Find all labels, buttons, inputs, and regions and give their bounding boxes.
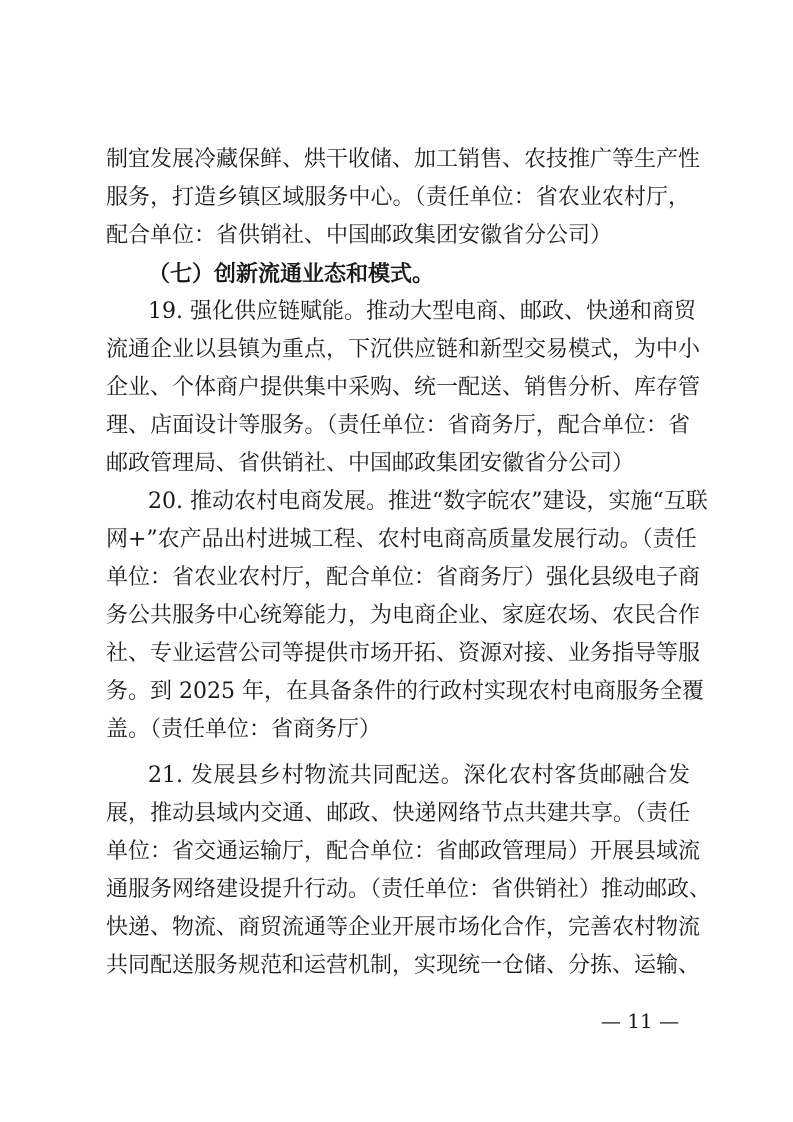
paragraph-line: 快递、物流、商贸流通等企业开展市场化合作，完善农村物流	[106, 915, 701, 940]
paragraph-line: 务。到 2025 年，在具备条件的行政村实现农村电商服务全覆	[106, 679, 704, 704]
paragraph-line: 企业、个体商户提供集中采购、统一配送、销售分析、库存管	[106, 375, 701, 400]
paragraph-line: 19. 强化供应链赋能。推动大型电商、邮政、快递和商贸	[148, 299, 696, 324]
page-number: — 11 —	[600, 1009, 680, 1033]
paragraph-line: 理、店面设计等服务。（责任单位：省商务厅，配合单位：省	[106, 413, 690, 438]
paragraph-line: 社、专业运营公司等提供市场开拓、资源对接、业务指导等服	[106, 641, 701, 666]
paragraph-line: 服务，打造乡镇区域服务中心。（责任单位：省农业农村厅，	[106, 185, 690, 210]
paragraph-line: 配合单位：省供销社、中国邮政集团安徽省分公司）	[106, 223, 613, 248]
paragraph-line: 通服务网络建设提升行动。（责任单位：省供销社）推动邮政、	[106, 877, 712, 902]
paragraph-line: 流通企业以县镇为重点，下沉供应链和新型交易模式，为中小	[106, 337, 701, 362]
paragraph-line: 单位：省交通运输厅，配合单位：省邮政管理局）开展县域流	[106, 839, 701, 864]
paragraph-line: 展，推动县域内交通、邮政、快递网络节点共建共享。（责任	[106, 801, 690, 826]
paragraph-line: 务公共服务中心统筹能力，为电商企业、家庭农场、农民合作	[106, 603, 701, 628]
paragraph-line: 21. 发展县乡村物流共同配送。深化农村客货邮融合发	[148, 763, 690, 788]
paragraph-line: 盖。（责任单位：省商务厅）	[106, 717, 382, 742]
paragraph-line: 制宜发展冷藏保鲜、烘干收储、加工销售、农技推广等生产性	[106, 147, 701, 172]
paragraph-line: 网+”农产品出村进城工程、农村电商高质量发展行动。（责任	[106, 527, 697, 552]
section-heading: （七）创新流通业态和模式。	[148, 261, 435, 287]
paragraph-line: 20. 推动农村电商发展。推进“数字皖农”建设，实施“互联	[148, 489, 708, 514]
paragraph-line: 邮政管理局、省供销社、中国邮政集团安徽省分公司）	[106, 451, 635, 476]
paragraph-line: 共同配送服务规范和运营机制，实现统一仓储、分拣、运输、	[106, 953, 701, 978]
paragraph-line: 单位：省农业农村厅，配合单位：省商务厅）强化县级电子商	[106, 565, 701, 590]
